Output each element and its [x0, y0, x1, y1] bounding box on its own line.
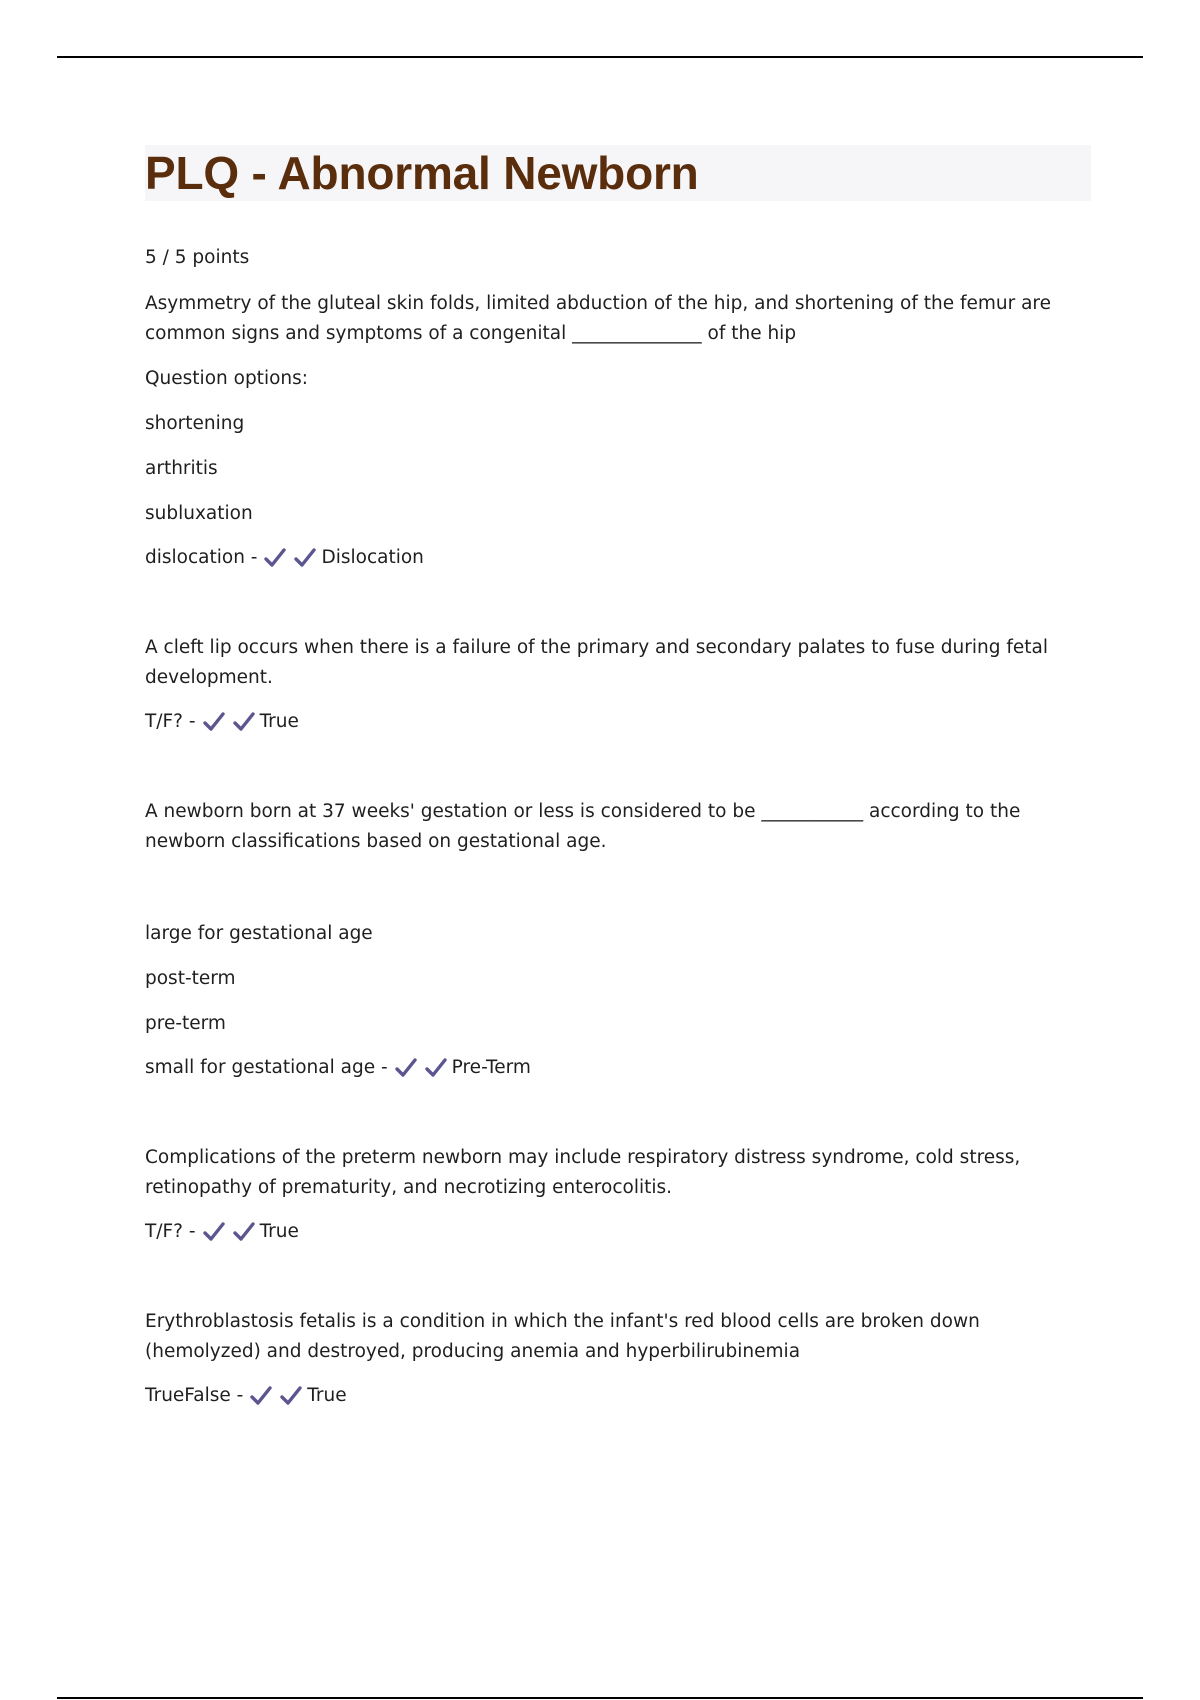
option-item: subluxation — [145, 503, 253, 524]
answer-text: True — [259, 711, 299, 732]
answer-line — [145, 1381, 1091, 1411]
option-item: post-term — [145, 968, 236, 989]
question-text: Complications of the preterm newborn may include respiratory distress syndrome, cold stress, retinopathy of prematurity, and necrotizing enterocolitis. — [145, 1147, 1021, 1198]
answer-prefix: T/F? - — [145, 711, 196, 732]
question-text: A cleft lip occurs when there is a failure of the primary and secondary palates to fuse during fetal development. — [145, 637, 1048, 688]
option-item: arthritis — [145, 458, 218, 479]
top-rule — [57, 56, 1143, 58]
question-1 — [145, 289, 1091, 573]
option-item: pre-term — [145, 1013, 226, 1034]
answer-prefix: TrueFalse - — [145, 1385, 244, 1406]
answer-prefix: dislocation - — [145, 547, 258, 568]
check-icon — [424, 1056, 448, 1080]
question-options-label: Question options: — [145, 368, 308, 389]
answer-line — [145, 543, 1091, 573]
bottom-rule — [57, 1697, 1143, 1699]
option-item: shortening — [145, 413, 245, 434]
question-4 — [145, 1143, 1091, 1247]
answer-line — [145, 1217, 1091, 1247]
question-3 — [145, 797, 1091, 1083]
question-text: A newborn born at 37 weeks' gestation or less is considered to be ___________ according to the newborn classifications based on gestational age. — [145, 801, 1021, 852]
check-icon — [263, 546, 287, 570]
answer-prefix: T/F? - — [145, 1221, 196, 1242]
check-icon — [202, 1220, 226, 1244]
check-icon — [394, 1056, 418, 1080]
answer-line — [145, 1053, 1091, 1083]
answer-text: Dislocation — [321, 547, 424, 568]
title-banner — [145, 145, 1091, 201]
answer-line — [145, 707, 1091, 737]
option-item: large for gestational age — [145, 923, 373, 944]
check-icon — [232, 1220, 256, 1244]
question-5 — [145, 1307, 1091, 1411]
check-icon — [279, 1384, 303, 1408]
answer-text: Pre-Term — [451, 1057, 531, 1078]
question-2 — [145, 633, 1091, 737]
check-icon — [249, 1384, 273, 1408]
answer-text: True — [259, 1221, 299, 1242]
check-icon — [232, 710, 256, 734]
score-points: 5 / 5 points — [145, 247, 250, 268]
answer-prefix: small for gestational age - — [145, 1057, 388, 1078]
check-icon — [202, 710, 226, 734]
question-text: Asymmetry of the gluteal skin folds, limited abduction of the hip, and shortening of the femur are common signs and symptoms of a congenital ______________ of the hip — [145, 293, 1052, 344]
question-text: Erythroblastosis fetalis is a condition in which the infant's red blood cells are broken down (hemolyzed) and destroyed, producing anemia and hyperbilirubinemia — [145, 1311, 980, 1362]
page-title: PLQ - Abnormal Newborn — [145, 147, 699, 199]
check-icon — [293, 546, 317, 570]
answer-text: True — [307, 1385, 347, 1406]
document-content — [145, 145, 1091, 1411]
